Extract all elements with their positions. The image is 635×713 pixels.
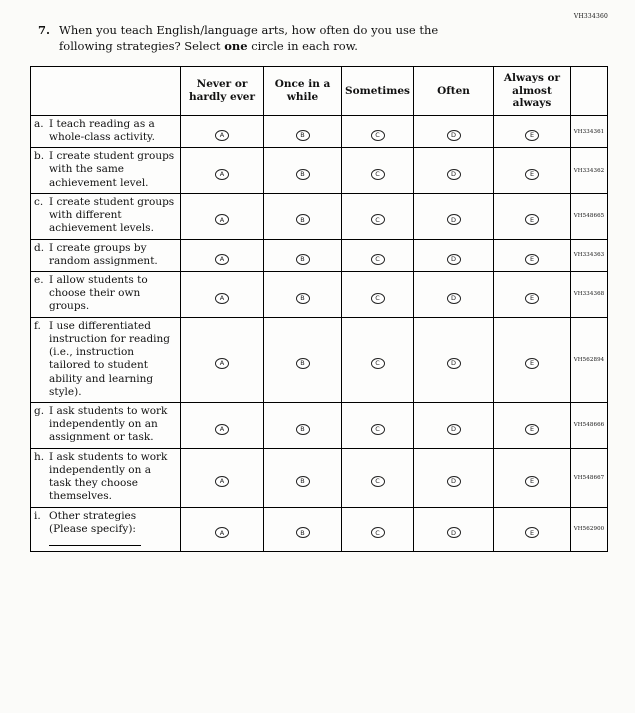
code-column-header [571, 67, 608, 116]
response-cell [264, 239, 342, 271]
bubble-letter: B [300, 477, 305, 486]
response-bubble-e[interactable] [525, 169, 539, 180]
response-bubble-b[interactable] [296, 254, 310, 265]
response-cell [414, 148, 494, 194]
response-cell [342, 115, 414, 147]
response-cell [494, 239, 571, 271]
bubble-letter: D [450, 477, 456, 486]
row-label-text: I create student groups with the same achievement level. [49, 150, 175, 189]
bubble-letter: A [219, 528, 225, 537]
row-letter: a. [34, 117, 44, 130]
response-cell [181, 448, 264, 507]
bubble-letter: B [300, 254, 305, 263]
response-cell [264, 193, 342, 239]
item-code: VH334362 [571, 148, 608, 194]
row-letter: g. [34, 404, 45, 417]
row-label-cell [31, 115, 181, 147]
row-label-cell [31, 148, 181, 194]
bubble-letter: D [450, 215, 456, 224]
bubble-letter: E [529, 215, 535, 224]
row-label [34, 274, 176, 314]
row-label-cell [31, 402, 181, 448]
row-label [34, 451, 176, 504]
row-label-cell [31, 239, 181, 271]
row-label-cell [31, 193, 181, 239]
response-cell [264, 402, 342, 448]
question-number: 7. [38, 23, 51, 37]
response-cell [494, 448, 571, 507]
response-bubble-b[interactable] [296, 293, 310, 304]
response-bubble-e[interactable] [525, 476, 539, 487]
response-cell [264, 317, 342, 402]
header-row [31, 67, 608, 116]
row-letter: f. [34, 319, 41, 332]
response-bubble-b[interactable] [296, 424, 310, 435]
response-cell [342, 193, 414, 239]
item-code: VH562894 [571, 317, 608, 402]
row-label-text: I teach reading as a whole-class activity. [49, 117, 155, 144]
response-cell [414, 193, 494, 239]
response-bubble-d[interactable] [447, 424, 461, 435]
response-bubble-a[interactable] [215, 254, 229, 265]
response-bubble-e[interactable] [525, 130, 539, 141]
response-bubble-a[interactable] [215, 424, 229, 435]
row-label-header [31, 67, 181, 116]
question-text [59, 23, 491, 54]
response-cell [342, 448, 414, 507]
bubble-letter: E [529, 424, 535, 433]
bubble-letter: B [300, 170, 305, 179]
form-code: VH334360 [573, 13, 608, 20]
response-cell [414, 317, 494, 402]
response-cell [181, 317, 264, 402]
response-cell [494, 402, 571, 448]
response-bubble-b[interactable] [296, 527, 310, 538]
response-bubble-b[interactable] [296, 169, 310, 180]
bubble-letter: A [219, 215, 225, 224]
response-cell [494, 507, 571, 551]
response-bubble-a[interactable] [215, 527, 229, 538]
response-bubble-e[interactable] [525, 424, 539, 435]
response-bubble-a[interactable] [215, 169, 229, 180]
bubble-letter: E [529, 477, 535, 486]
row-label-text: I ask students to work independently on an assignment or task. [49, 404, 168, 444]
response-cell [342, 402, 414, 448]
specify-writein-line[interactable] [49, 545, 141, 546]
bubble-letter: E [529, 254, 535, 263]
response-bubble-b[interactable] [296, 358, 310, 369]
row-letter: h. [34, 450, 45, 463]
response-bubble-c[interactable] [371, 527, 385, 538]
column-header: Once in a while [264, 67, 342, 116]
response-bubble-b[interactable] [296, 214, 310, 225]
row-label [34, 150, 176, 190]
row-label-cell [31, 272, 181, 318]
response-cell [264, 148, 342, 194]
response-bubble-a[interactable] [215, 476, 229, 487]
row-label-text: I allow students to choose their own groups. [49, 274, 148, 313]
response-cell [494, 115, 571, 147]
response-bubble-e[interactable] [525, 293, 539, 304]
bubble-letter: A [219, 131, 225, 140]
bubble-letter: B [300, 215, 305, 224]
row-letter: e. [34, 274, 44, 286]
response-bubble-c[interactable] [371, 254, 385, 265]
response-cell [342, 239, 414, 271]
table-row [31, 448, 608, 507]
response-bubble-d[interactable] [447, 254, 461, 265]
row-letter: c. [34, 195, 44, 208]
response-bubble-e[interactable] [525, 527, 539, 538]
table-row [31, 402, 608, 448]
response-bubble-a[interactable] [215, 293, 229, 304]
bubble-letter: B [300, 293, 305, 302]
bubble-letter: E [529, 528, 535, 537]
response-bubble-a[interactable] [215, 214, 229, 225]
response-cell [342, 317, 414, 402]
item-code: VH548666 [571, 402, 608, 448]
response-bubble-d[interactable] [447, 293, 461, 304]
bubble-letter: D [450, 424, 456, 433]
question-7 [38, 23, 635, 54]
bubble-letter: C [375, 293, 380, 302]
bubble-letter: E [529, 359, 535, 368]
row-letter: d. [34, 241, 45, 254]
response-cell [414, 239, 494, 271]
response-bubble-c[interactable] [371, 293, 385, 304]
response-bubble-d[interactable] [447, 169, 461, 180]
row-label [34, 320, 176, 399]
response-cell [264, 507, 342, 551]
response-cell [181, 402, 264, 448]
bubble-letter: A [219, 170, 225, 179]
table-row [31, 239, 608, 271]
response-cell [494, 193, 571, 239]
row-label-text: I create groups by random assignment. [49, 241, 158, 267]
question-text-part2: circle in each row. [247, 38, 358, 53]
bubble-letter: B [300, 359, 305, 368]
bubble-letter: A [219, 477, 225, 486]
item-code: VH548665 [571, 193, 608, 239]
response-bubble-e[interactable] [525, 214, 539, 225]
bubble-letter: C [375, 170, 380, 179]
bubble-letter: B [300, 424, 305, 433]
response-cell [414, 448, 494, 507]
response-bubble-b[interactable] [296, 130, 310, 141]
table-row [31, 317, 608, 402]
response-bubble-c[interactable] [371, 358, 385, 369]
table-row [31, 272, 608, 318]
row-letter: i. [34, 509, 41, 522]
bubble-letter: C [375, 254, 380, 263]
column-header: Often [414, 67, 494, 116]
row-letter: b. [34, 150, 45, 163]
response-bubble-c[interactable] [371, 214, 385, 225]
response-cell [264, 115, 342, 147]
bubble-letter: D [450, 293, 456, 302]
bubble-letter: D [450, 131, 456, 140]
response-cell [414, 272, 494, 318]
bubble-letter: C [375, 359, 380, 368]
row-label [34, 510, 176, 536]
item-code: VH562900 [571, 507, 608, 551]
question-text-bold: one [224, 38, 248, 53]
table-row [31, 193, 608, 239]
bubble-letter: C [375, 528, 380, 537]
question-text-part1: When you teach English/language arts, how often do you use the following strategies? Select [59, 23, 439, 53]
response-bubble-c[interactable] [371, 130, 385, 141]
row-label-cell [31, 507, 181, 551]
column-header: Sometimes [342, 67, 414, 116]
response-bubble-d[interactable] [447, 476, 461, 487]
response-cell [181, 507, 264, 551]
bubble-letter: D [450, 359, 456, 368]
response-cell [342, 148, 414, 194]
row-label-cell [31, 448, 181, 507]
response-cell [494, 148, 571, 194]
response-bubble-a[interactable] [215, 130, 229, 141]
column-header: Always or almost always [494, 67, 571, 116]
bubble-letter: A [219, 424, 225, 433]
response-cell [181, 272, 264, 318]
bubble-letter: A [219, 254, 225, 263]
response-cell [494, 317, 571, 402]
response-bubble-d[interactable] [447, 527, 461, 538]
bubble-letter: C [375, 215, 380, 224]
response-cell [181, 193, 264, 239]
response-bubble-d[interactable] [447, 358, 461, 369]
bubble-letter: A [219, 293, 225, 302]
row-label [34, 118, 176, 144]
bubble-letter: E [529, 293, 535, 302]
response-cell [494, 272, 571, 318]
response-bubble-b[interactable] [296, 476, 310, 487]
table-row [31, 148, 608, 194]
response-bubble-e[interactable] [525, 254, 539, 265]
response-cell [414, 402, 494, 448]
response-cell [414, 507, 494, 551]
bubble-letter: D [450, 254, 456, 263]
bubble-letter: A [219, 359, 225, 368]
response-bubble-e[interactable] [525, 358, 539, 369]
response-bubble-d[interactable] [447, 214, 461, 225]
column-header: Never or hardly ever [181, 67, 264, 116]
row-label [34, 196, 176, 236]
response-bubble-c[interactable] [371, 169, 385, 180]
response-bubble-a[interactable] [215, 358, 229, 369]
item-code: VH334368 [571, 272, 608, 318]
bubble-letter: B [300, 528, 305, 537]
response-cell [264, 272, 342, 318]
bubble-letter: D [450, 170, 456, 179]
response-bubble-c[interactable] [371, 424, 385, 435]
response-matrix-table [30, 66, 608, 552]
bubble-letter: B [300, 131, 305, 140]
row-label-text: Other strategies (Please specify): [49, 509, 137, 535]
response-cell [264, 448, 342, 507]
bubble-letter: D [450, 528, 456, 537]
response-cell [181, 115, 264, 147]
bubble-letter: C [375, 424, 380, 433]
response-bubble-c[interactable] [371, 476, 385, 487]
row-label-text: I ask students to work independently on a task they choose themselves. [49, 450, 168, 503]
item-code: VH548667 [571, 448, 608, 507]
response-cell [342, 272, 414, 318]
bubble-letter: C [375, 131, 380, 140]
response-cell [181, 148, 264, 194]
response-cell [414, 115, 494, 147]
row-label-cell [31, 317, 181, 402]
response-cell [342, 507, 414, 551]
item-code: VH334361 [571, 115, 608, 147]
row-label-text: I use differentiated instruction for reading (i.e., instruction tailored to student ability and learning style). [49, 319, 171, 398]
row-label [34, 405, 176, 445]
table-row [31, 507, 608, 551]
row-label [34, 242, 176, 268]
bubble-letter: C [375, 477, 380, 486]
response-bubble-d[interactable] [447, 130, 461, 141]
item-code: VH334363 [571, 239, 608, 271]
bubble-letter: E [529, 131, 535, 140]
bubble-letter: E [529, 170, 535, 179]
row-label-text: I create student groups with different achievement levels. [49, 195, 175, 235]
response-cell [181, 239, 264, 271]
table-row [31, 115, 608, 147]
